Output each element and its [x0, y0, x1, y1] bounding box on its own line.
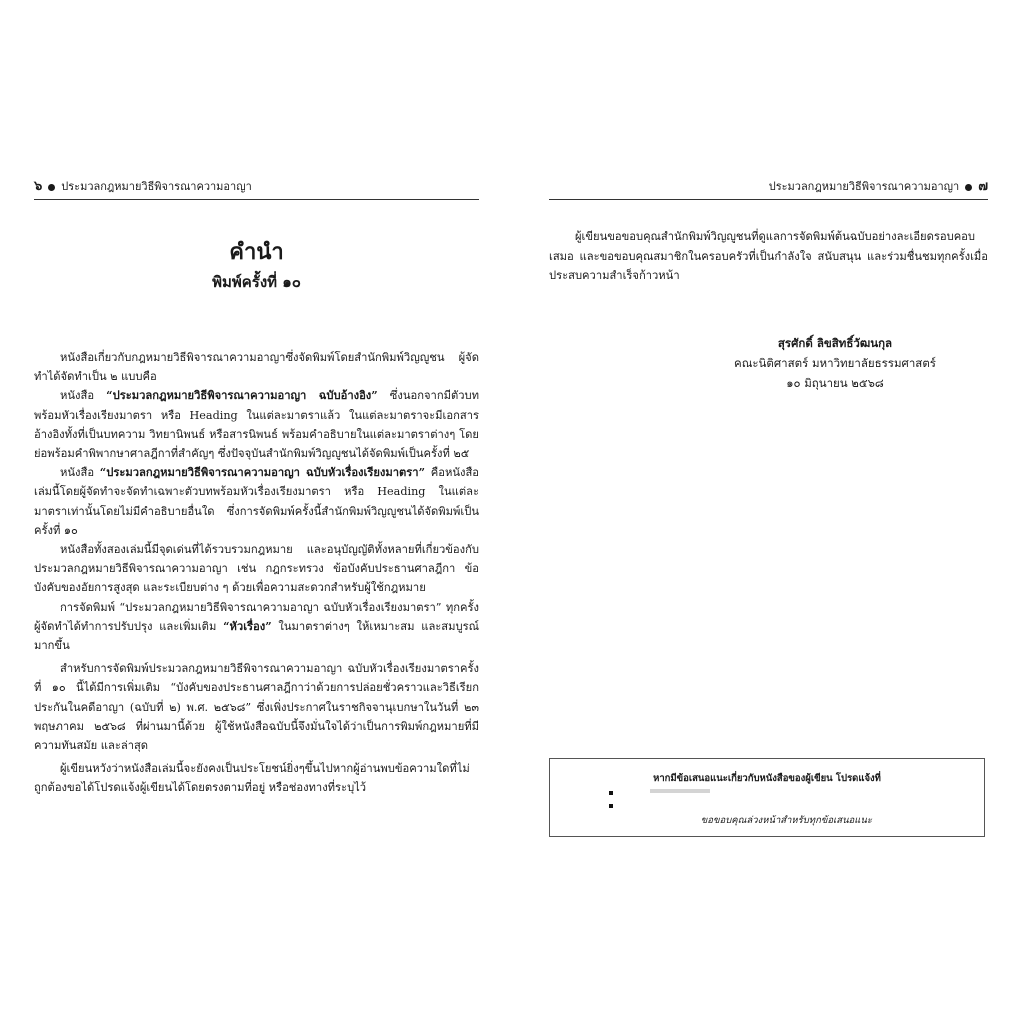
page-title: คำนำ: [229, 239, 284, 265]
signature-date: ๑๐ มิถุนายน ๒๕๖๘: [786, 376, 884, 390]
right-page-number: ๗: [978, 179, 988, 194]
signature-block: [700, 333, 970, 393]
paragraph: หนังสือ “ประมวลกฎหมายวิธีพิจารณาความอาญา ฉบับหัวเรื่องเรียงมาตรา” คือหนังสือเล่มนี้โดยผู้จัดทำจะจัดทำเฉพาะตัวบทพร้อมหัวเรื่องเรียงมาตรา หรือ Heading ในแต่ละมาตราเท่านั้นโดยไม่มีคำอธิบายอื่นใด ซึ่งการจัดพิมพ์ครั้งนี้สำนักพิมพ์วิญญูชนได้จัดพิมพ์เป็นครั้งที่ ๑๐: [34, 465, 480, 537]
paragraph: หนังสือทั้งสองเล่มนี้มีจุดเด่นที่ได้รวบรวมกฎหมาย และอนุบัญญัติทั้งหลายที่เกี่ยวข้องกับประมวลกฎหมายวิธีพิจารณาความอาญา เช่น กฎกระทรวง ข้อบังคับประธานศาลฎีกา ข้อบังคับของอัยการสูงสุด และระเบียบต่าง ๆ ด้วยเพื่อความสะดวกสำหรับผู้ใช้กฎหมาย: [34, 543, 479, 595]
right-running-head: [769, 180, 988, 194]
paragraph: สำหรับการจัดพิมพ์ประมวลกฎหมายวิธีพิจารณาความอาญา ฉบับหัวเรื่องเรียงมาตราครั้งที่ ๑๐ นี้ได้มีการเพิ่มเติม “บังคับของประธานศาลฎีกาว่าด้วยการปล่อยชั่วคราวและวิธีเรียกประกันในคดีอาญา (ฉบับที่ ๒) พ.ศ. ๒๕๖๘” ซึ่งเพิ่งประกาศในราชกิจจานุเบกษาในวันที่ ๒๓ พฤษภาคม ๒๕๖๘ ที่ผ่านมานี้ด้วย ผู้ใช้หนังสือฉบับนี้จึงมั่นใจได้ว่าเป็นการพิมพ์กฎหมายที่มีความทันสมัย และล่าสุด: [34, 662, 479, 753]
paragraph: หนังสือเกี่ยวกับกฎหมายวิธีพิจารณาความอาญาซึ่งจัดพิมพ์โดยสำนักพิมพ์วิญญูชน ผู้จัดทำได้จัดทำเป็น ๒ แบบคือ: [34, 351, 479, 384]
bullet-dot-icon: [48, 184, 55, 191]
left-header-rule: [34, 199, 479, 200]
paragraph: หนังสือ “ประมวลกฎหมายวิธีพิจารณาความอาญา ฉบับอ้างอิง” ซึ่งนอกจากมีตัวบทพร้อมหัวเรื่องเรียงมาตรา หรือ Heading ในแต่ละมาตราแล้ว ในแต่ละมาตราจะมีเอกสารอ้างอิงทั้งที่เป็นบทความ วิทยานิพนธ์ หรือสารนิพนธ์ พร้อมคำอธิบายในแต่ละมาตราต่างๆ โดยย่อพร้อมคำพิพากษาศาลฎีกาที่สำคัญๆ ซึ่งปัจจุบันสำนักพิมพ์วิญญูชนได้จัดพิมพ์เป็นครั้งที่ ๒๕: [34, 388, 480, 461]
preface-body: [34, 348, 479, 798]
right-page: [512, 0, 1024, 1024]
bullet-dot-icon: [965, 184, 972, 191]
left-running-head: [34, 180, 252, 194]
acknowledgement: [549, 227, 988, 286]
paragraph: ผู้เขียนหวังว่าหนังสือเล่มนี้จะยังคงเป็นประโยชน์ยิ่งๆขึ้นไปหากผู้อ่านพบข้อความใดที่ไม่ถูกต้องขอได้โปรดแจ้งผู้เขียนได้โดยตรงตามที่อยู่ หรือช่องทางที่ระบุไว้: [34, 762, 470, 795]
page-subtitle: พิมพ์ครั้งที่ ๑๐: [212, 273, 301, 291]
author-affiliation: คณะนิติศาสตร์ มหาวิทยาลัยธรรมศาสตร์: [734, 356, 936, 370]
author-name: สุรศักดิ์ ลิขสิทธิ์วัฒนกุล: [777, 336, 893, 350]
left-page-number: ๖: [34, 179, 43, 194]
bullet-square-icon: [609, 804, 613, 808]
paragraph: ผู้เขียนขอขอบคุณสำนักพิมพ์วิญญูชนที่ดูแลการจัดพิมพ์ต้นฉบับอย่างละเอียดรอบคอบเสมอ และขอขอบคุณสมาชิกในครอบครัวที่เป็นกำลังใจ สนับสนุน และร่วมชื่นชมทุกครั้งเมื่อประสบความสำเร็จก้าวหน้า: [549, 230, 988, 282]
right-header-rule: [549, 199, 988, 200]
feedback-box: [549, 758, 985, 837]
left-running-title: ประมวลกฎหมายวิธีพิจารณาความอาญา: [61, 180, 252, 193]
feedback-title: หากมีข้อเสนอแนะเกี่ยวกับหนังสือของผู้เขียน โปรดแจ้งที่: [653, 773, 881, 784]
right-running-title: ประมวลกฎหมายวิธีพิจารณาความอาญา: [768, 180, 960, 193]
redacted-contact: [650, 789, 710, 793]
bullet-square-icon: [609, 791, 613, 795]
feedback-thanks: ขอขอบคุณล่วงหน้าสำหรับทุกข้อเสนอแนะ: [700, 815, 872, 826]
paragraph: การจัดพิมพ์ “ประมวลกฎหมายวิธีพิจารณาความอาญา ฉบับหัวเรื่องเรียงมาตรา” ทุกครั้งผู้จัดทำได้ทำการปรับปรุง และเพิ่มเติม “หัวเรื่อง” ในมาตราต่างๆ ให้เหมาะสม และสมบูรณ์มากขึ้น: [34, 600, 480, 653]
